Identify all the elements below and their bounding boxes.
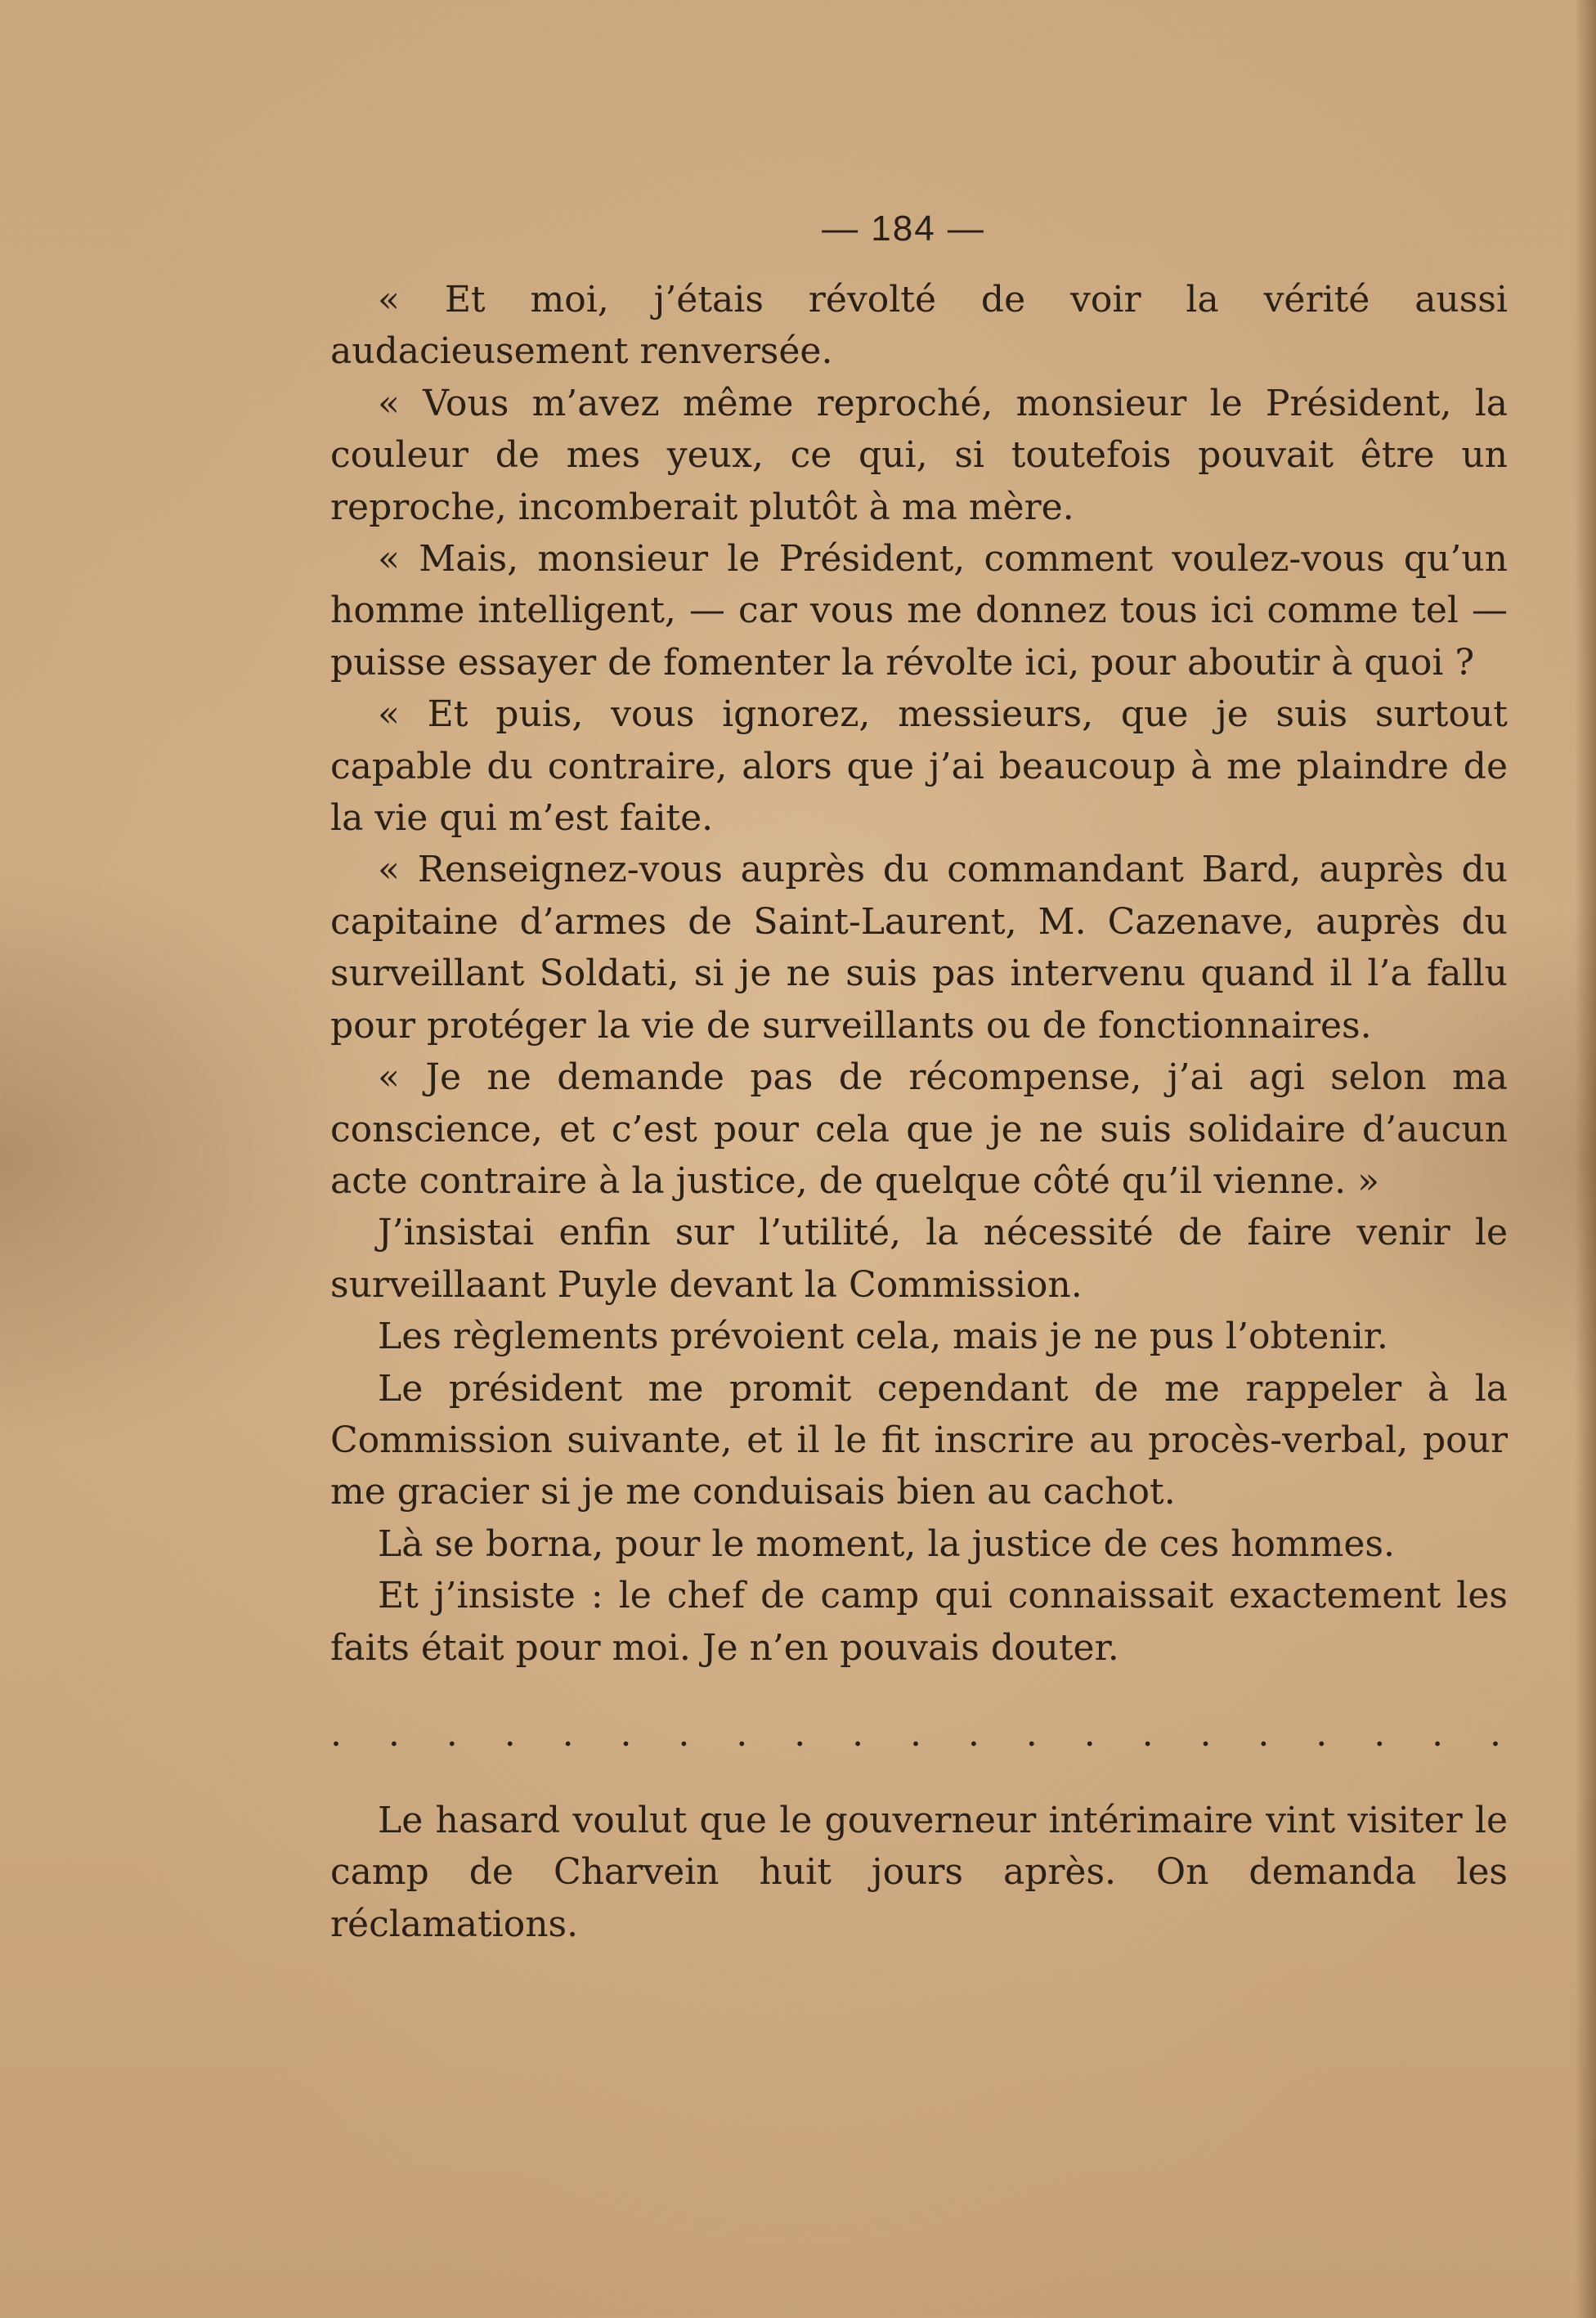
page-edge-shadow — [1575, 0, 1596, 2318]
body-text — [330, 274, 1508, 1950]
paragraph: « Et moi, j’étais révolté de voir la vérité aussi audacieusement renversée. — [330, 279, 1508, 373]
page-number: — 184 — — [822, 208, 985, 249]
separator-dots: . . . . . . . . . . . . . . . . . . . . . — [330, 1717, 1501, 1751]
paragraph: « Vous m’avez même reproché, monsieur le Président, la couleur de mes yeux, ce qui, si toutefois pouvait être un reproche, incomberait plutôt à ma mère. — [330, 382, 1508, 528]
paragraph: Les règlements prévoient cela, mais je ne pus l’obtenir. — [378, 1316, 1388, 1358]
paragraph: Le président me promit cependant de me rappeler à la Commission suivante, et il le fit inscrire au procès-verbal, pour me gracier si je me conduisais bien au cachot. — [330, 1367, 1508, 1513]
paragraph: « Renseignez-vous auprès du commandant Bard, auprès du capitaine d’armes de Saint-Laurent, M. Cazenave, auprès du surveillant Soldati, si je ne suis pas intervenu quand il l’a fallu pour protéger la vie de surveillants ou de fonctionnaires. — [330, 849, 1508, 1047]
paragraph: Et j’insiste : le chef de camp qui connaissait exactement les faits était pour moi. Je n’en pouvais douter. — [330, 1575, 1508, 1669]
paragraph: « Et puis, vous ignorez, messieurs, que je suis surtout capable du contraire, alors que j’ai beaucoup à me plaindre de la vie qui m’est faite. — [330, 693, 1508, 840]
paragraph: « Je ne demande pas de récompense, j’ai agi selon ma conscience, et c’est pour cela que je ne suis solidaire d’aucun acte contraire à la justice, de quelque côté qu’il vienne. » — [330, 1056, 1508, 1202]
paragraph: J’insistai enfin sur l’utilité, la nécessité de faire venir le surveillaant Puyle devant la Commission. — [330, 1212, 1508, 1306]
paragraph: Le hasard voulut que le gouverneur intérimaire vint visiter le camp de Charvein huit jours après. On demanda les réclamations. — [330, 1799, 1508, 1945]
section-separator — [330, 1718, 1508, 1751]
paragraph: « Mais, monsieur le Président, comment voulez-vous qu’un homme intelligent, — car vous me donnez tous ici comme tel — puisse essayer de fomenter la révolte ici, pour aboutir à quoi ? — [330, 538, 1508, 684]
paragraph: Là se borna, pour le moment, la justice de ces hommes. — [378, 1522, 1395, 1565]
